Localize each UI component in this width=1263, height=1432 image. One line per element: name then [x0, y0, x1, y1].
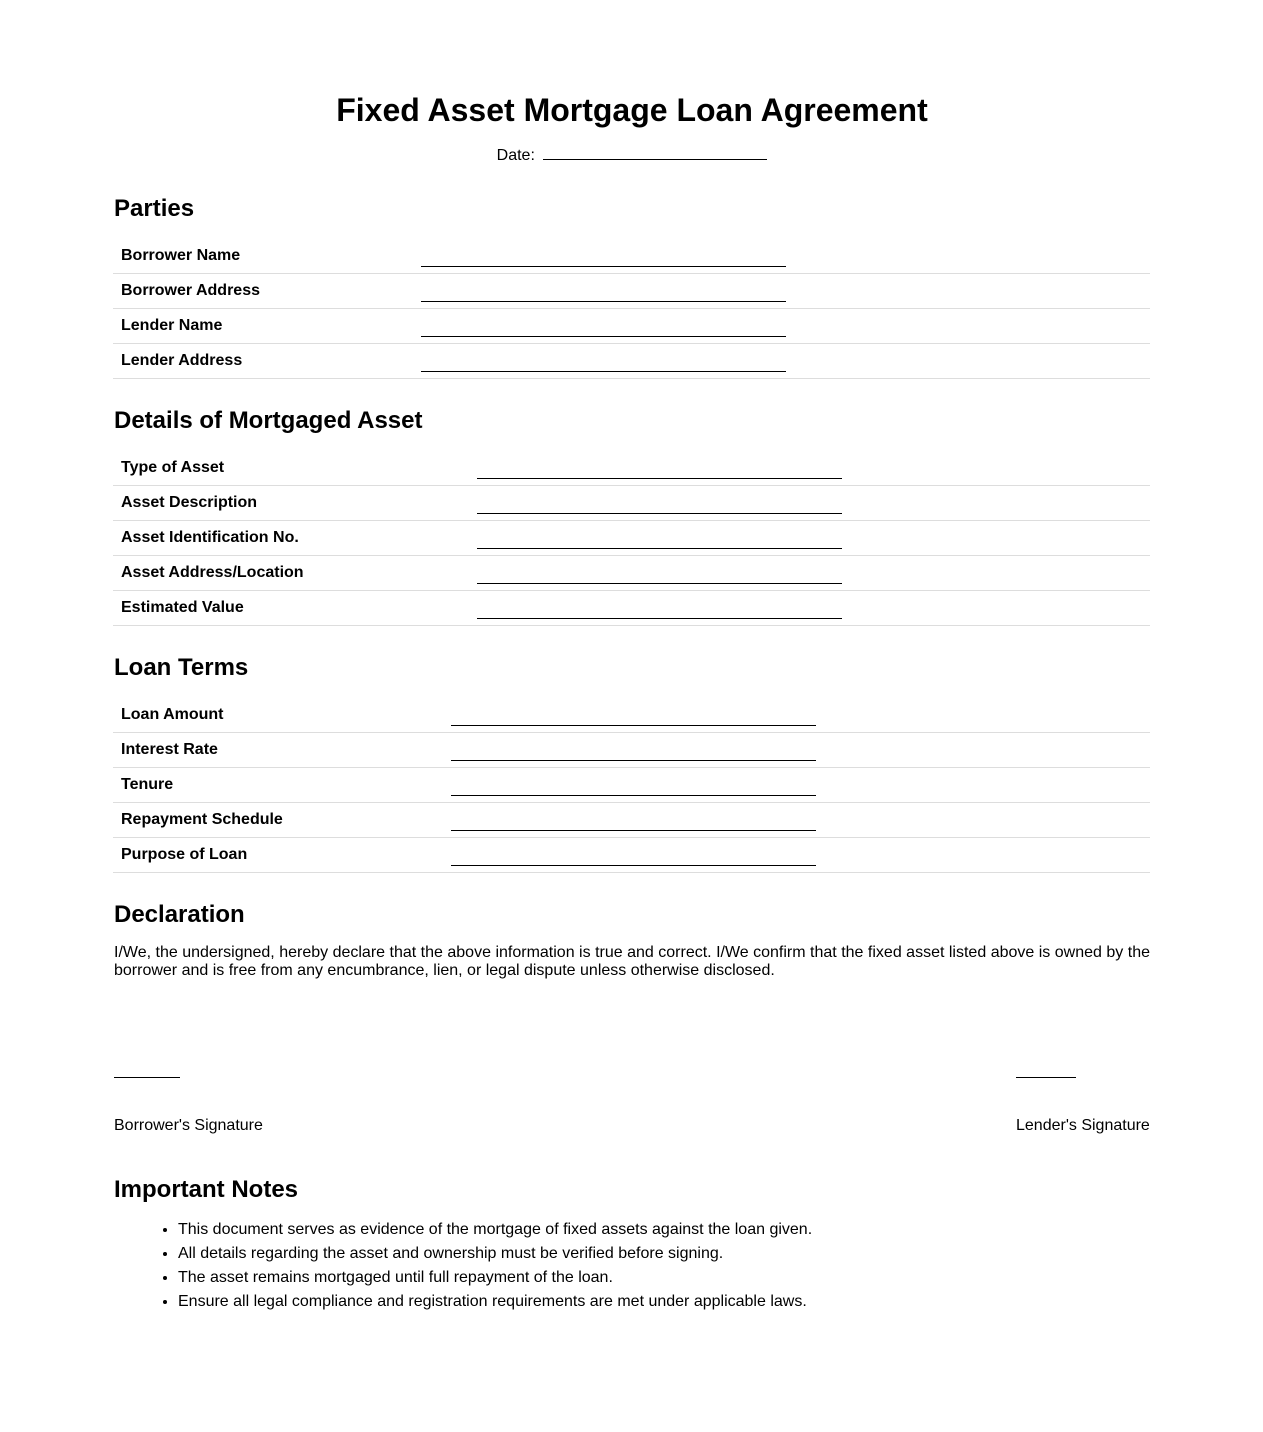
asset-description-field[interactable] [477, 497, 842, 514]
lender-signature-label: Lender's Signature [1016, 1117, 1150, 1134]
asset-table [113, 451, 1150, 626]
table-row [113, 803, 1150, 838]
table-row [113, 309, 1150, 344]
asset-heading: Details of Mortgaged Asset [114, 407, 423, 434]
table-row [113, 451, 1150, 486]
asset-type-field[interactable] [477, 462, 842, 479]
lender-signature-block [1016, 1076, 1150, 1134]
field-label: Repayment Schedule [113, 803, 451, 838]
declaration-heading: Declaration [114, 901, 245, 928]
list-item: • Ensure all legal compliance and registration requirements are met under applicable laws. [178, 1290, 1214, 1314]
field-label: Borrower Name [113, 239, 421, 274]
table-row [113, 838, 1150, 873]
table-row [113, 768, 1150, 803]
parties-heading: Parties [114, 195, 195, 222]
field-label: Borrower Address [113, 274, 421, 309]
loan-purpose-field[interactable] [451, 849, 816, 866]
borrower-signature-block [114, 1076, 263, 1134]
table-row [113, 591, 1150, 626]
field-label: Lender Name [113, 309, 421, 344]
lender-name-field[interactable] [421, 320, 786, 337]
estimated-value-field[interactable] [477, 602, 842, 619]
list-item: • This document serves as evidence of the mortgage of fixed assets against the loan given. [178, 1218, 1214, 1242]
list-item: • The asset remains mortgaged until full repayment of the loan. [178, 1266, 1214, 1290]
list-item: • All details regarding the asset and ownership must be verified before signing. [178, 1242, 1214, 1266]
field-label: Purpose of Loan [113, 838, 451, 873]
table-row [113, 733, 1150, 768]
table-row [113, 344, 1150, 379]
field-label: Asset Address/Location [113, 556, 477, 591]
date-field[interactable] [543, 144, 767, 160]
repayment-schedule-field[interactable] [451, 814, 816, 831]
asset-id-field[interactable] [477, 532, 842, 549]
lender-signature-line[interactable] [1016, 1076, 1076, 1078]
table-row [113, 556, 1150, 591]
notes-list [114, 1218, 1214, 1314]
table-row [113, 486, 1150, 521]
table-row [113, 698, 1150, 733]
field-label: Type of Asset [113, 451, 477, 486]
asset-location-field[interactable] [477, 567, 842, 584]
table-row [113, 274, 1150, 309]
loan-table [113, 698, 1150, 873]
field-label: Estimated Value [113, 591, 477, 626]
document-page [114, 0, 1150, 1310]
lender-address-field[interactable] [421, 355, 786, 372]
field-label: Interest Rate [113, 733, 451, 768]
date-label: Date: [496, 147, 535, 164]
borrower-signature-label: Borrower's Signature [114, 1117, 263, 1134]
date-row [114, 144, 1150, 166]
parties-table [113, 239, 1150, 379]
field-label: Asset Identification No. [113, 521, 477, 556]
borrower-name-field[interactable] [421, 250, 786, 267]
loan-amount-field[interactable] [451, 709, 816, 726]
field-label: Tenure [113, 768, 451, 803]
borrower-address-field[interactable] [421, 285, 786, 302]
declaration-text: I/We, the undersigned, hereby declare that the above information is true and correct. I/We confirm that the fixed asset listed above is owned by the borrower and is free from any encumbrance, lien, or legal dispute unless otherwise disclosed. [114, 944, 1150, 979]
notes-heading: Important Notes [114, 1176, 299, 1203]
loan-heading: Loan Terms [114, 654, 249, 681]
field-label: Asset Description [113, 486, 477, 521]
tenure-field[interactable] [451, 779, 816, 796]
borrower-signature-line[interactable] [114, 1076, 180, 1078]
table-row [113, 239, 1150, 274]
interest-rate-field[interactable] [451, 744, 816, 761]
field-label: Loan Amount [113, 698, 451, 733]
table-row [113, 521, 1150, 556]
field-label: Lender Address [113, 344, 421, 379]
document-title: Fixed Asset Mortgage Loan Agreement [336, 92, 928, 128]
